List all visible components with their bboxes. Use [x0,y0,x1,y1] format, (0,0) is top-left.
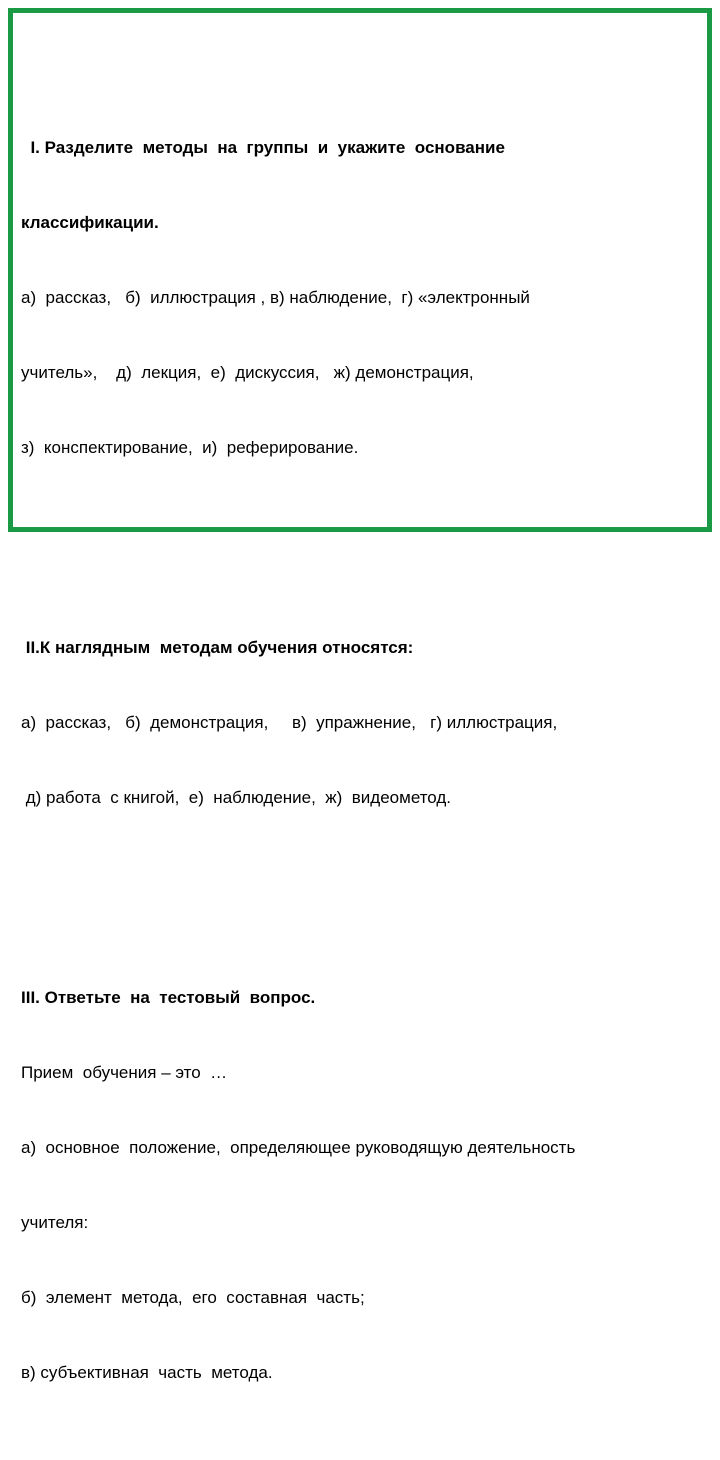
section1-heading-line2: классификации. [21,213,159,232]
section3-option-c: в) субъективная часть метода. [21,1363,273,1382]
section3-question: Прием обучения – это … [21,1063,228,1082]
spacer [21,535,701,560]
section2-text-line1: а) рассказ, б) демонстрация, в) упражнение, г) иллюстрация, [21,713,558,732]
section1-text-line1: а) рассказ, б) иллюстрация , в) наблюдение, г) «электронный [21,288,530,307]
section2-text-line2: д) работа с книгой, е) наблюдение, ж) видеометод. [21,788,452,807]
section1-heading-line1: I. Разделите методы на группы и укажите основание [21,138,505,157]
section2-heading: II.К наглядным методам обучения относятся: [21,638,414,657]
section3-option-a-line1: а) основное положение, определяющее руководящую деятельность [21,1138,576,1157]
section3-heading: III. Ответьте на тестовый вопрос. [21,988,316,1007]
section3-option-a-line2: учителя: [21,1213,89,1232]
section1-text-line2: учитель», д) лекция, е) дискуссия, ж) демонстрация, [21,363,474,382]
section1-text-line3: з) конспектирование, и) реферирование. [21,438,359,457]
green-frame [8,8,712,1382]
section3-option-b: б) элемент метода, его составная часть; [21,1288,365,1307]
spacer [21,885,701,910]
slide-content [21,60,701,1460]
